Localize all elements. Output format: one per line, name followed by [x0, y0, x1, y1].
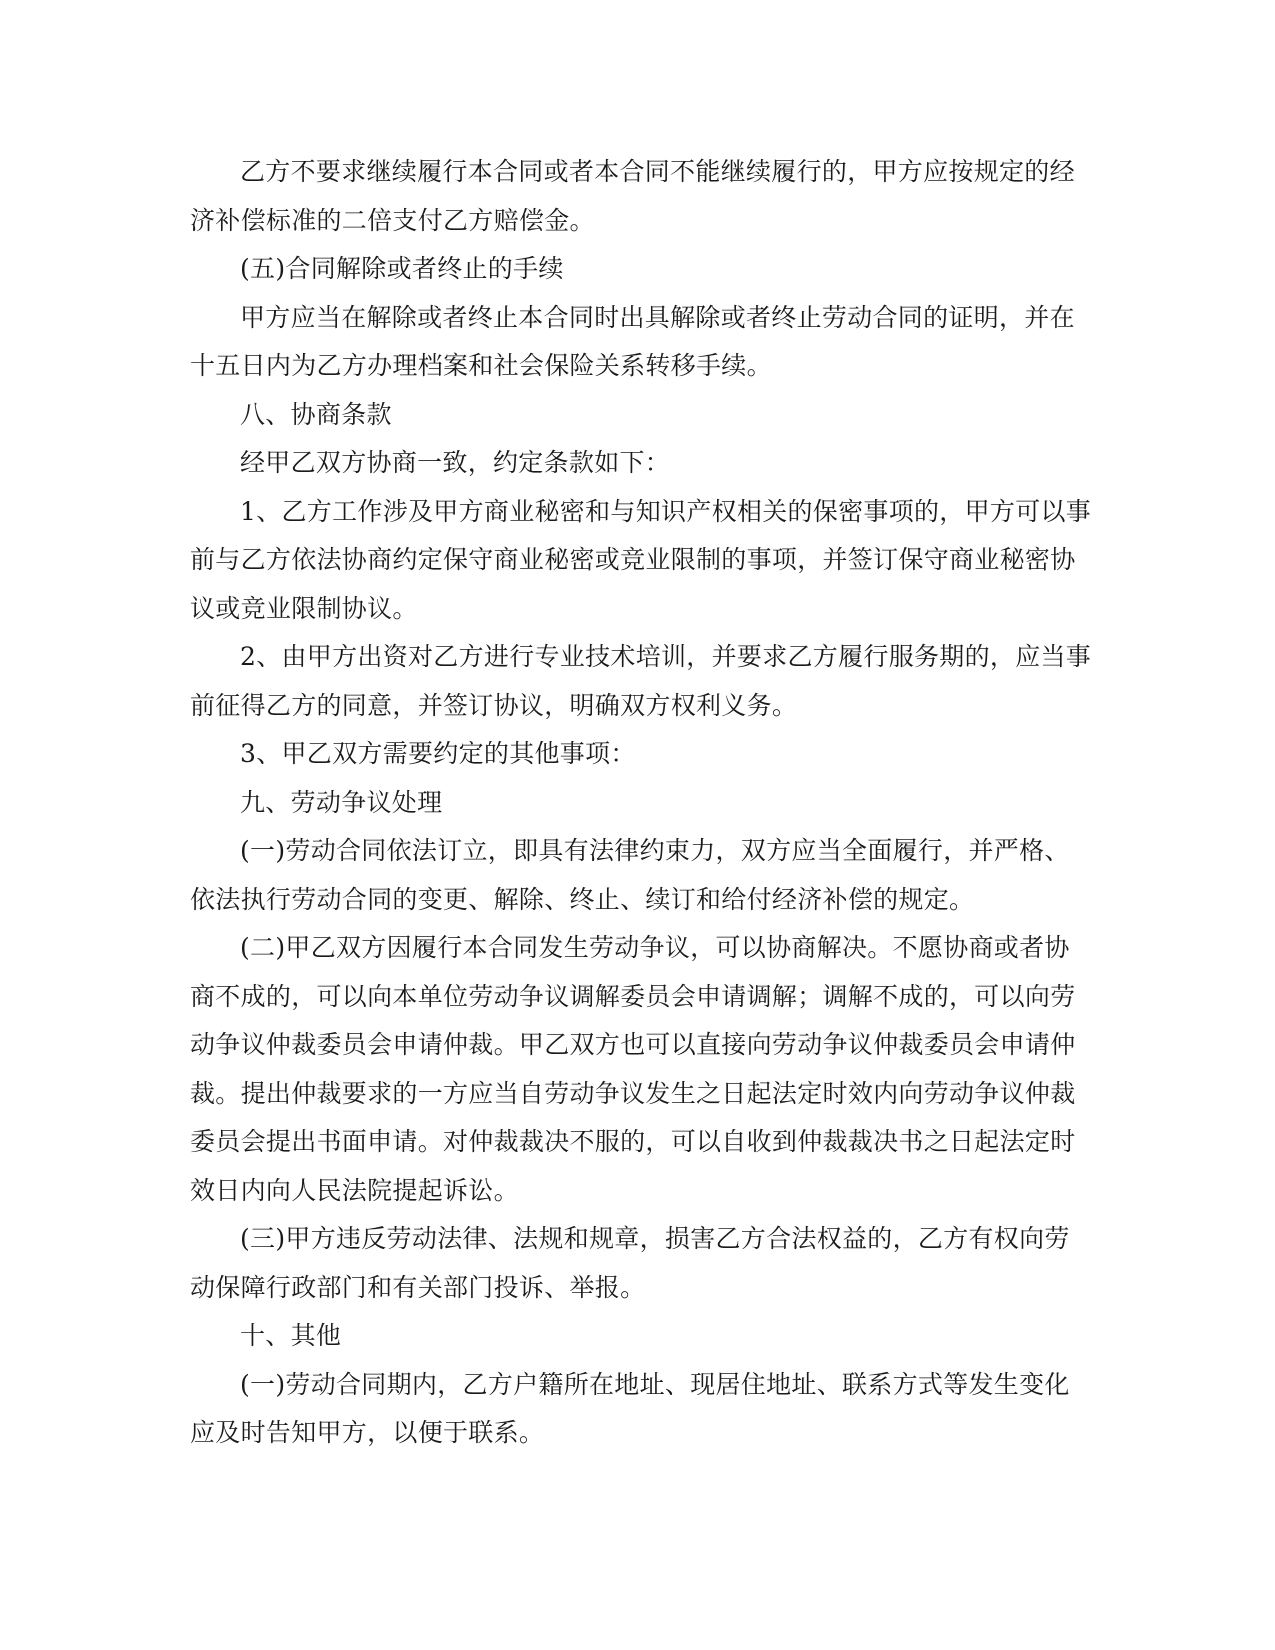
text-line: 甲方应当在解除或者终止本合同时出具解除或者终止劳动合同的证明，并在 — [240, 302, 1075, 332]
text-line: 动保障行政部门和有关部门投诉、举报。 — [190, 1272, 646, 1302]
section-heading: (五)合同解除或者终止的手续 — [240, 254, 564, 283]
text-line: 效日内向人民法院提起诉讼。 — [190, 1175, 519, 1205]
text-line: 十五日内为乙方办理档案和社会保险关系转移手续。 — [190, 351, 772, 380]
text-line: 乙方不要求继续履行本合同或者本合同不能继续履行的，甲方应按规定的经 — [240, 157, 1075, 186]
text-line: 裁。提出仲裁要求的一方应当自劳动争议发生之日起法定时效内向劳动争议仲裁 — [190, 1078, 1076, 1108]
text-line: 委员会提出书面申请。对仲裁裁决不服的，可以自收到仲裁裁决书之日起法定时 — [190, 1127, 1076, 1156]
text-line: 经甲乙双方协商一致，约定条款如下： — [240, 448, 671, 477]
text-line: (一)劳动合同期内，乙方户籍所在地址、现居住地址、联系方式等发生变化 — [240, 1369, 1070, 1399]
text-line: 依法执行劳动合同的变更、解除、终止、续订和给付经济补偿的规定。 — [190, 884, 975, 914]
text-line: 2、由甲方出资对乙方进行专业技术培训，并要求乙方履行服务期的，应当事 — [240, 642, 1092, 671]
text-line: 1、乙方工作涉及甲方商业秘密和与知识产权相关的保密事项的，甲方可以事 — [240, 496, 1092, 526]
text-line: 济补偿标准的二倍支付乙方赔偿金。 — [190, 205, 595, 235]
text-line: 前征得乙方的同意，并签订协议，明确双方权利义务。 — [190, 690, 798, 720]
text-line: 动争议仲裁委员会申请仲裁。甲乙双方也可以直接向劳动争议仲裁委员会申请仲 — [190, 1030, 1076, 1059]
section-heading: 十、其他 — [240, 1321, 342, 1350]
document-body — [190, 148, 1090, 1458]
text-line: (一)劳动合同依法订立，即具有法律约束力，双方应当全面履行，并严格、 — [240, 836, 1070, 865]
text-line: (二)甲乙双方因履行本合同发生劳动争议，可以协商解决。不愿协商或者协 — [240, 933, 1070, 962]
text-line: 议或竞业限制协议。 — [190, 593, 418, 623]
text-line: 前与乙方依法协商约定保守商业秘密或竞业限制的事项，并签订保守商业秘密协 — [190, 545, 1076, 574]
text-line: 商不成的，可以向本单位劳动争议调解委员会申请调解；调解不成的，可以向劳 — [190, 981, 1076, 1011]
text-line: 3、甲乙双方需要约定的其他事项： — [240, 739, 636, 768]
section-heading: 八、协商条款 — [240, 399, 392, 429]
text-line: (三)甲方违反劳动法律、法规和规章，损害乙方合法权益的，乙方有权向劳 — [240, 1224, 1070, 1253]
text-line: 应及时告知甲方，以便于联系。 — [190, 1418, 545, 1447]
section-heading: 九、劳动争议处理 — [240, 787, 443, 817]
